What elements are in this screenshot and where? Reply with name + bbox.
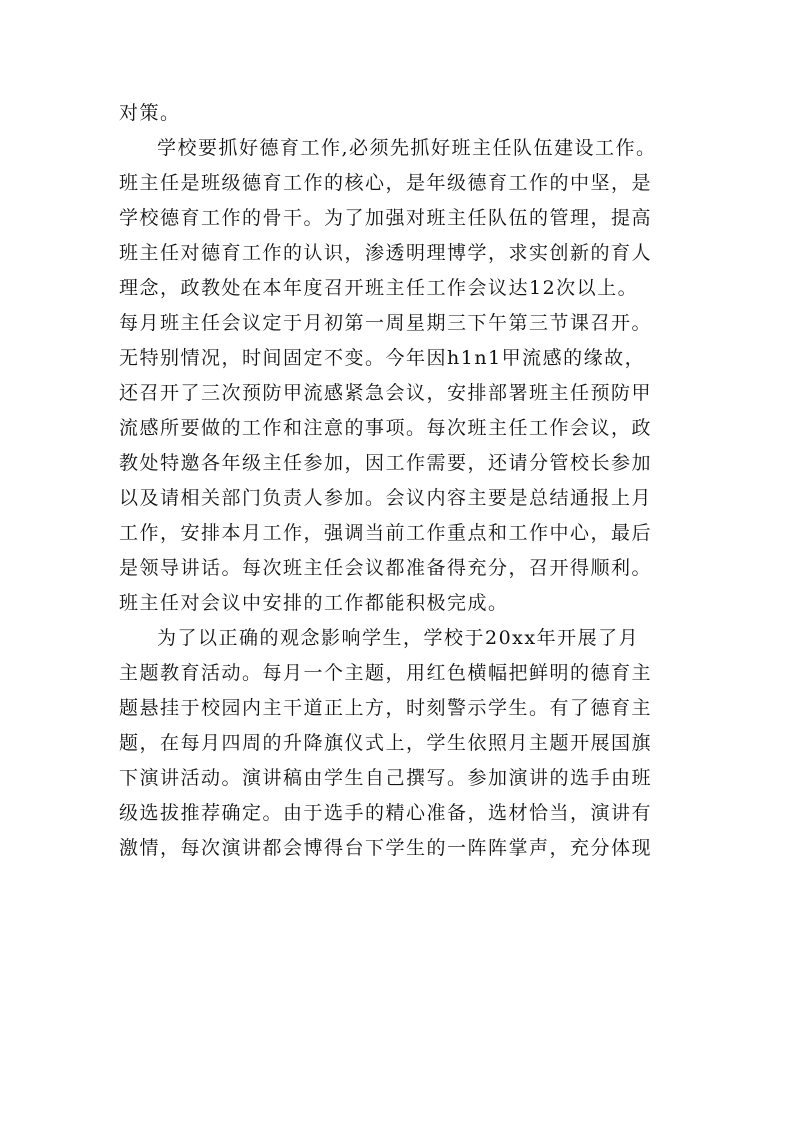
text-line: 理念，政教处在本年度召开班主任工作会议达12次以上。 — [119, 277, 639, 299]
text-line: 下演讲活动。演讲稿由学生自己撰写。参加演讲的选手由班 — [119, 767, 653, 789]
text-line: 流感所要做的工作和注意的事项。每次班主任工作会议，政 — [119, 417, 653, 439]
text-line: 教处特邀各年级主任参加，因工作需要，还请分管校长参加 — [119, 452, 653, 474]
text-line: 激情，每次演讲都会博得台下学生的一阵阵掌声，充分体现 — [119, 837, 653, 859]
text-line: 以及请相关部门负责人参加。会议内容主要是总结通报上月 — [119, 487, 653, 509]
text-line: 班主任对会议中安排的工作都能积极完成。 — [119, 592, 509, 614]
text-line: 为了以正确的观念影响学生，学校于20xx年开展了月 — [157, 627, 640, 649]
text-line: 每月班主任会议定于月初第一周星期三下午第三节课召开。 — [119, 312, 653, 334]
text-line: 工作，安排本月工作，强调当前工作重点和工作中心，最后 — [119, 522, 653, 544]
text-line: 班主任对德育工作的认识，渗透明理博学，求实创新的育人 — [119, 242, 653, 264]
text-line: 题悬挂于校园内主干道正上方，时刻警示学生。有了德育主 — [119, 697, 653, 719]
text-line: 无特别情况，时间固定不变。今年因h1n1甲流感的缘故， — [119, 347, 646, 369]
text-line: 班主任是班级德育工作的核心，是年级德育工作的中坚，是 — [119, 172, 653, 194]
text-line: 学校要抓好德育工作,必须先抓好班主任队伍建设工作。 — [157, 137, 657, 159]
text-line: 学校德育工作的骨干。为了加强对班主任队伍的管理，提高 — [119, 207, 653, 229]
text-line: 对策。 — [119, 102, 181, 124]
body-text — [119, 96, 699, 866]
text-line: 是领导讲话。每次班主任会议都准备得充分，召开得顺利。 — [119, 557, 653, 579]
text-line: 题，在每月四周的升降旗仪式上，学生依照月主题开展国旗 — [119, 732, 653, 754]
text-line: 主题教育活动。每月一个主题，用红色横幅把鲜明的德育主 — [119, 662, 653, 684]
text-line: 还召开了三次预防甲流感紧急会议，安排部署班主任预防甲 — [119, 382, 653, 404]
text-line: 级选拔推荐确定。由于选手的精心准备，选材恰当，演讲有 — [119, 802, 653, 824]
